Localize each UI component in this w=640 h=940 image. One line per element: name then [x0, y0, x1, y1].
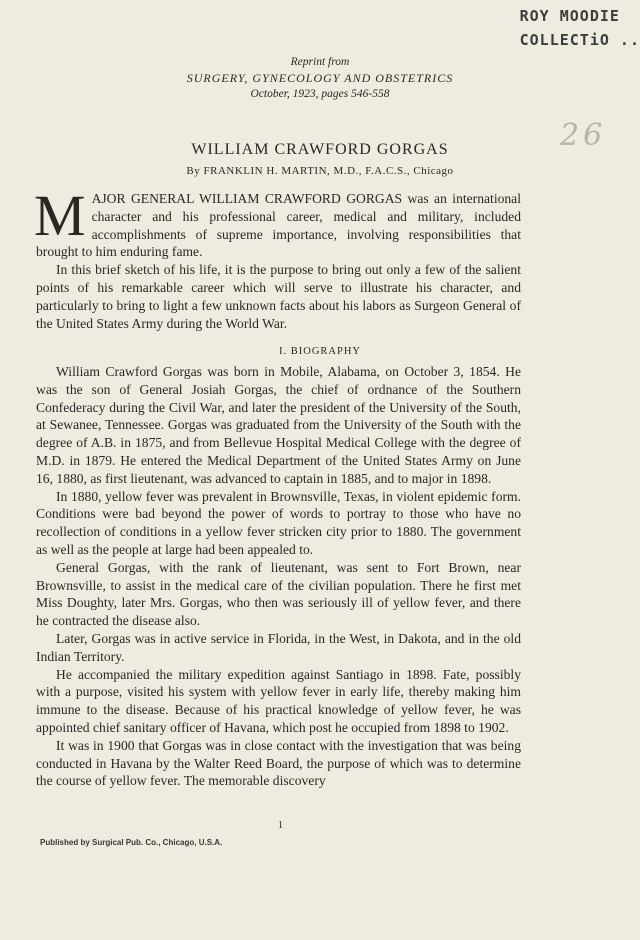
drop-cap: M	[34, 183, 86, 248]
intro-paragraph-1	[34, 183, 521, 261]
intro-text	[34, 183, 521, 332]
stamp-line-1: ROY MOODIE	[519, 7, 620, 25]
reprint-notice	[0, 54, 640, 102]
body-paragraph: In 1880, yellow fever was prevalent in Brownsville, Texas, in violent epidemic form. Conditions were bad beyond the power of words to portray to those who have no recollection of conditions in a yellow fever stricken city prior to 1880. The government as well as the people at large had been appealed to.	[36, 488, 521, 557]
page-number: 1	[278, 820, 283, 831]
journal-name: SURGERY, GYNECOLOGY AND OBSTETRICS	[186, 71, 454, 85]
publication-date: October, 1923, pages 546-558	[250, 88, 390, 100]
reprint-label: Reprint from	[290, 56, 350, 68]
publisher-footer: Published by Surgical Pub. Co., Chicago, U.S.A.	[40, 838, 223, 847]
intro-paragraph-1-text: AJOR GENERAL WILLIAM CRAWFORD GORGAS was an international character and his professional career, medical and military, included accomplishments of supreme importance, involving responsibilities that brought to him enduring fame.	[36, 191, 521, 260]
stamp-line-2: COLLECTiO ..	[519, 31, 640, 49]
body-paragraph: Later, Gorgas was in active service in Florida, in the West, in Dakota, and in the old Indian Territory.	[36, 630, 521, 664]
pencil-annotation: 26	[560, 118, 607, 153]
section-heading: I. BIOGRAPHY	[278, 346, 361, 357]
body-paragraph: General Gorgas, with the rank of lieutenant, was sent to Fort Brown, near Brownsville, to assist in the medical care of the civilian population. There he first met Miss Doughty, later Mrs. Gorgas, who then was seriously ill of yellow fever, and there he contracted the disease also.	[36, 559, 521, 629]
intro-paragraph-2: In this brief sketch of his life, it is the purpose to bring out only a few of the salient points of his remarkable career which will serve to illustrate his character, and particularly to bring to light a few unknown facts about his labors as Surgeon General of the United States Army during the World War.	[36, 262, 521, 331]
body-paragraph: He accompanied the military expedition against Santiago in 1898. Fate, possibly with a purpose, visited his system with yellow fever in early life, thereby making him immune to the disease. Because of his practical knowledge of yellow fever, he was appointed chief sanitary officer of Havana, which post he occupied from 1898 to 1902.	[36, 666, 521, 735]
article-title: WILLIAM CRAWFORD GORGAS	[191, 141, 449, 158]
body-paragraph: It was in 1900 that Gorgas was in close contact with the investigation that was being conducted in Havana by the Walter Reed Board, the purpose of which was to determine the course of yellow fever. The memorable discovery	[36, 737, 521, 789]
biography-text	[36, 363, 521, 790]
body-paragraph: William Crawford Gorgas was born in Mobile, Alabama, on October 3, 1854. He was the son of General Josiah Gorgas, the chief of ordnance of the Southern Confederacy during the Civil War, and later the president of the University of the South, at Sewanee, Tennessee. Gorgas was graduated from the University of the South with the degree of A.B. in 1875, and from Bellevue Hospital Medical College with the degree of M.D. in 1879. He entered the Medical Department of the United States Army on June 16, 1880, as first lieutenant, was advanced to captain in 1885, and to major in 1898.	[36, 364, 521, 486]
author-byline: By FRANKLIN H. MARTIN, M.D., F.A.C.S., Chicago	[186, 165, 454, 177]
collection-stamp	[520, 4, 640, 52]
